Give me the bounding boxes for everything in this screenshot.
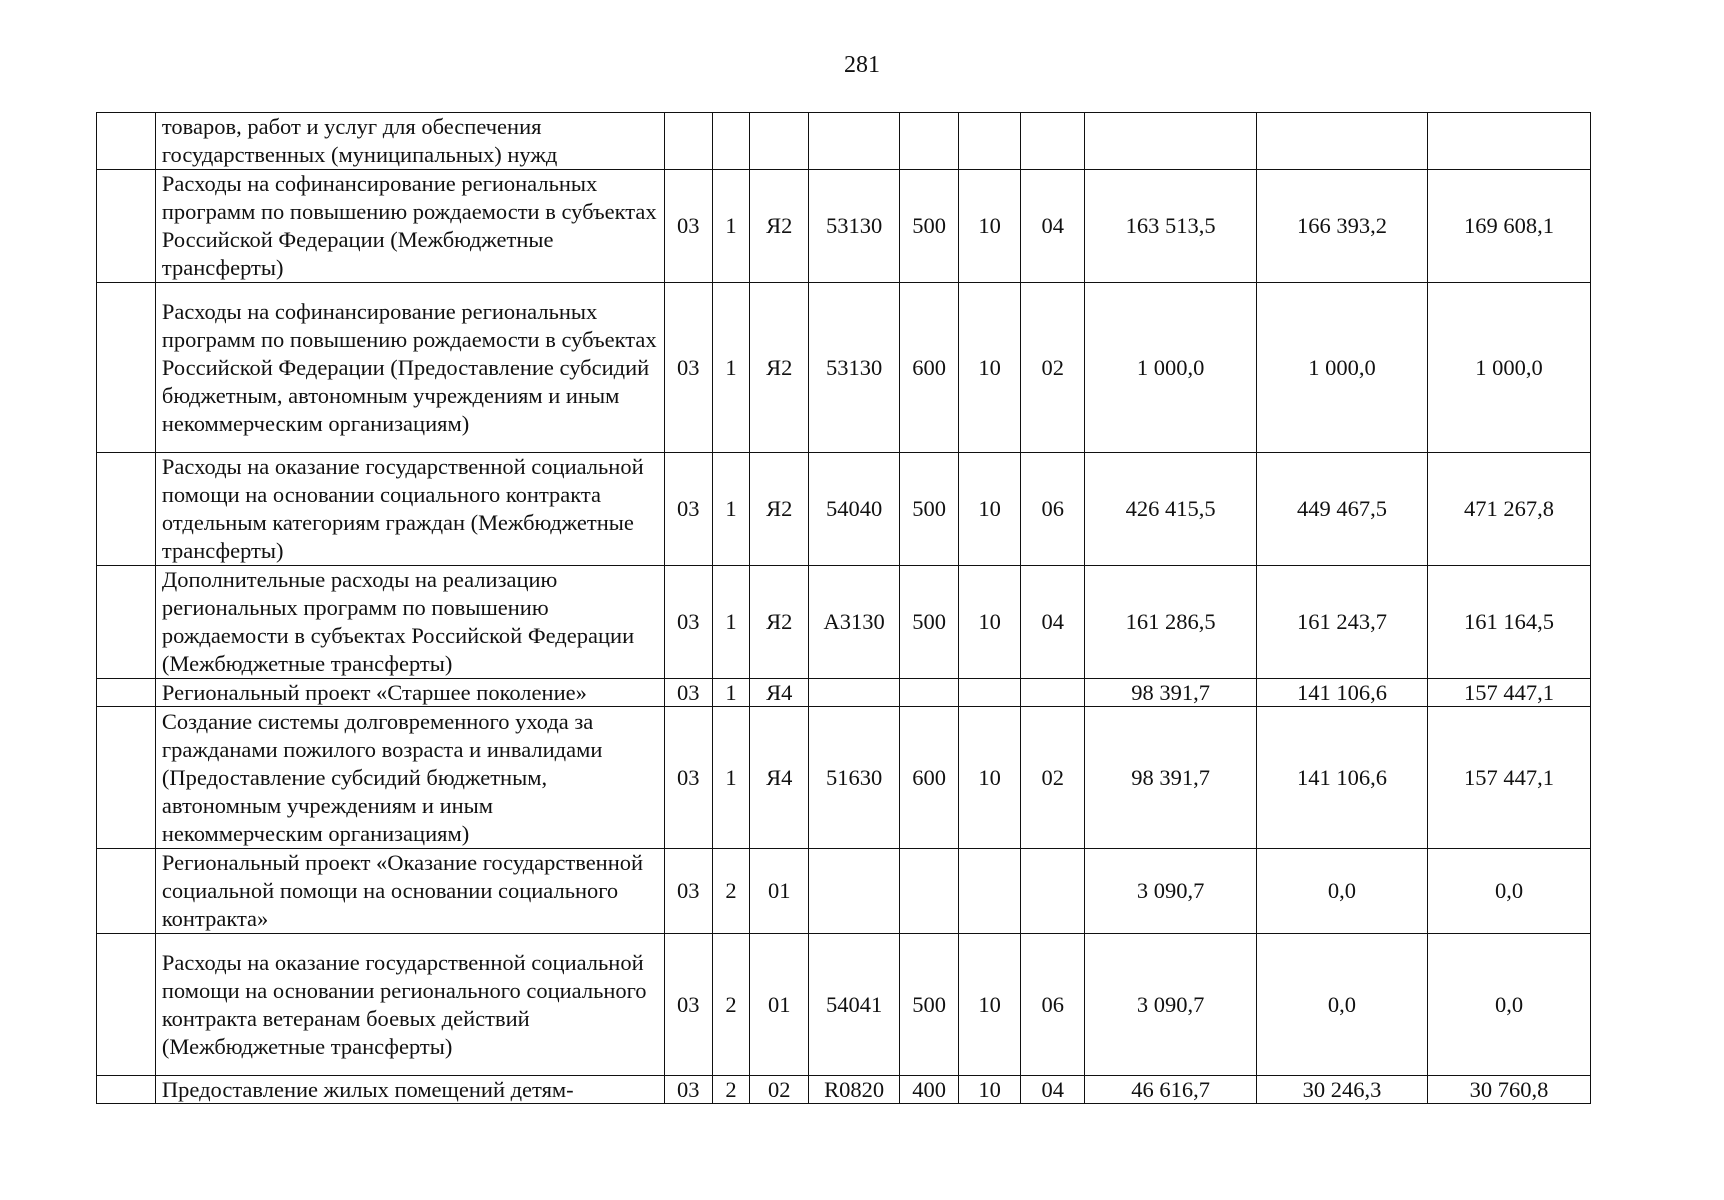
subprogram-code: 1 [712, 170, 749, 283]
subprogram-code: 1 [712, 283, 749, 453]
direction-code [750, 113, 809, 170]
table-row [97, 1076, 1591, 1104]
kvr-code: 600 [900, 707, 959, 849]
row-description: Региональный проект «Старшее поколение» [155, 679, 664, 707]
amount-year-1: 98 391,7 [1085, 679, 1256, 707]
row-description: Региональный проект «Оказание государственной социальной помощи на основании социального контракта» [155, 849, 664, 934]
pr-code: 02 [1021, 707, 1085, 849]
program-code: 03 [664, 707, 712, 849]
subprogram-code: 2 [712, 934, 749, 1076]
expense-code [809, 679, 900, 707]
table-row [97, 453, 1591, 566]
budget-table [96, 112, 1591, 1104]
amount-year-2: 166 393,2 [1256, 170, 1427, 283]
direction-code: Я2 [750, 566, 809, 679]
amount-year-2: 141 106,6 [1256, 679, 1427, 707]
amount-year-3: 0,0 [1428, 849, 1591, 934]
amount-year-1: 426 415,5 [1085, 453, 1256, 566]
amount-year-1 [1085, 113, 1256, 170]
pr-code [1021, 679, 1085, 707]
row-description: Расходы на софинансирование региональных программ по повышению рождаемости в субъектах Российской Федерации (Межбюджетные трансферты) [155, 170, 664, 283]
amount-year-2 [1256, 113, 1427, 170]
program-code: 03 [664, 566, 712, 679]
blank-cell [97, 934, 156, 1076]
kvr-code: 600 [900, 283, 959, 453]
program-code: 03 [664, 170, 712, 283]
amount-year-2: 1 000,0 [1256, 283, 1427, 453]
subprogram-code: 2 [712, 1076, 749, 1104]
amount-year-1: 163 513,5 [1085, 170, 1256, 283]
page-number: 281 [844, 52, 880, 78]
rz-code: 10 [959, 453, 1021, 566]
expense-code [809, 113, 900, 170]
program-code: 03 [664, 679, 712, 707]
blank-cell [97, 566, 156, 679]
amount-year-1: 98 391,7 [1085, 707, 1256, 849]
amount-year-2: 30 246,3 [1256, 1076, 1427, 1104]
row-description: Создание системы долговременного ухода за гражданами пожилого возраста и инвалидами (Предоставление субсидий бюджетным, автономным учреждениям и иным некоммерческим организациям) [155, 707, 664, 849]
amount-year-3: 1 000,0 [1428, 283, 1591, 453]
expense-code: А3130 [809, 566, 900, 679]
expense-code: 54041 [809, 934, 900, 1076]
program-code: 03 [664, 453, 712, 566]
pr-code: 06 [1021, 934, 1085, 1076]
blank-cell [97, 170, 156, 283]
kvr-code: 500 [900, 170, 959, 283]
kvr-code: 400 [900, 1076, 959, 1104]
row-description: Расходы на оказание государственной социальной помощи на основании социального контракта отдельным категориям граждан (Межбюджетные трансферты) [155, 453, 664, 566]
subprogram-code: 2 [712, 849, 749, 934]
subprogram-code [712, 113, 749, 170]
amount-year-2: 0,0 [1256, 849, 1427, 934]
blank-cell [97, 679, 156, 707]
program-code: 03 [664, 283, 712, 453]
amount-year-1: 1 000,0 [1085, 283, 1256, 453]
program-code: 03 [664, 1076, 712, 1104]
pr-code: 02 [1021, 283, 1085, 453]
table-row [97, 849, 1591, 934]
table-row [97, 170, 1591, 283]
kvr-code [900, 849, 959, 934]
program-code: 03 [664, 849, 712, 934]
kvr-code [900, 113, 959, 170]
kvr-code: 500 [900, 566, 959, 679]
amount-year-3: 161 164,5 [1428, 566, 1591, 679]
pr-code [1021, 113, 1085, 170]
amount-year-2: 449 467,5 [1256, 453, 1427, 566]
blank-cell [97, 1076, 156, 1104]
kvr-code: 500 [900, 453, 959, 566]
subprogram-code: 1 [712, 566, 749, 679]
blank-cell [97, 849, 156, 934]
pr-code [1021, 849, 1085, 934]
program-code [664, 113, 712, 170]
subprogram-code: 1 [712, 679, 749, 707]
table-row [97, 934, 1591, 1076]
blank-cell [97, 283, 156, 453]
amount-year-2: 161 243,7 [1256, 566, 1427, 679]
rz-code: 10 [959, 283, 1021, 453]
amount-year-2: 141 106,6 [1256, 707, 1427, 849]
kvr-code [900, 679, 959, 707]
pr-code: 06 [1021, 453, 1085, 566]
table-row [97, 113, 1591, 170]
blank-cell [97, 453, 156, 566]
rz-code: 10 [959, 707, 1021, 849]
kvr-code: 500 [900, 934, 959, 1076]
amount-year-3: 0,0 [1428, 934, 1591, 1076]
amount-year-3: 157 447,1 [1428, 679, 1591, 707]
table-body [97, 113, 1591, 1104]
amount-year-2: 0,0 [1256, 934, 1427, 1076]
blank-cell [97, 707, 156, 849]
row-description: Предоставление жилых помещений детям- [155, 1076, 664, 1104]
expense-code [809, 849, 900, 934]
expense-code: R0820 [809, 1076, 900, 1104]
direction-code: Я2 [750, 453, 809, 566]
subprogram-code: 1 [712, 453, 749, 566]
amount-year-3: 157 447,1 [1428, 707, 1591, 849]
direction-code: Я2 [750, 283, 809, 453]
rz-code: 10 [959, 170, 1021, 283]
direction-code: 02 [750, 1076, 809, 1104]
pr-code: 04 [1021, 1076, 1085, 1104]
expense-code: 54040 [809, 453, 900, 566]
subprogram-code: 1 [712, 707, 749, 849]
direction-code: 01 [750, 934, 809, 1076]
amount-year-1: 46 616,7 [1085, 1076, 1256, 1104]
row-description: товаров, работ и услуг для обеспечения государственных (муниципальных) нужд [155, 113, 664, 170]
direction-code: Я2 [750, 170, 809, 283]
expense-code: 53130 [809, 170, 900, 283]
row-description: Расходы на софинансирование региональных программ по повышению рождаемости в субъектах Российской Федерации (Предоставление субсидий бюджетным, автономным учреждениям и иным некоммерческим организациям) [155, 283, 664, 453]
table-row [97, 707, 1591, 849]
expense-code: 51630 [809, 707, 900, 849]
rz-code [959, 679, 1021, 707]
rz-code [959, 849, 1021, 934]
table-row [97, 566, 1591, 679]
rz-code: 10 [959, 566, 1021, 679]
direction-code: Я4 [750, 679, 809, 707]
blank-cell [97, 113, 156, 170]
table-row [97, 679, 1591, 707]
amount-year-1: 161 286,5 [1085, 566, 1256, 679]
table-row [97, 283, 1591, 453]
row-description: Дополнительные расходы на реализацию региональных программ по повышению рождаемости в субъектах Российской Федерации (Межбюджетные трансферты) [155, 566, 664, 679]
amount-year-3: 471 267,8 [1428, 453, 1591, 566]
expense-code: 53130 [809, 283, 900, 453]
direction-code: 01 [750, 849, 809, 934]
row-description: Расходы на оказание государственной социальной помощи на основании регионального социального контракта ветеранам боевых действий (Межбюджетные трансферты) [155, 934, 664, 1076]
direction-code: Я4 [750, 707, 809, 849]
rz-code: 10 [959, 934, 1021, 1076]
amount-year-3: 30 760,8 [1428, 1076, 1591, 1104]
amount-year-3: 169 608,1 [1428, 170, 1591, 283]
rz-code [959, 113, 1021, 170]
rz-code: 10 [959, 1076, 1021, 1104]
amount-year-3 [1428, 113, 1591, 170]
amount-year-1: 3 090,7 [1085, 849, 1256, 934]
program-code: 03 [664, 934, 712, 1076]
amount-year-1: 3 090,7 [1085, 934, 1256, 1076]
pr-code: 04 [1021, 566, 1085, 679]
pr-code: 04 [1021, 170, 1085, 283]
